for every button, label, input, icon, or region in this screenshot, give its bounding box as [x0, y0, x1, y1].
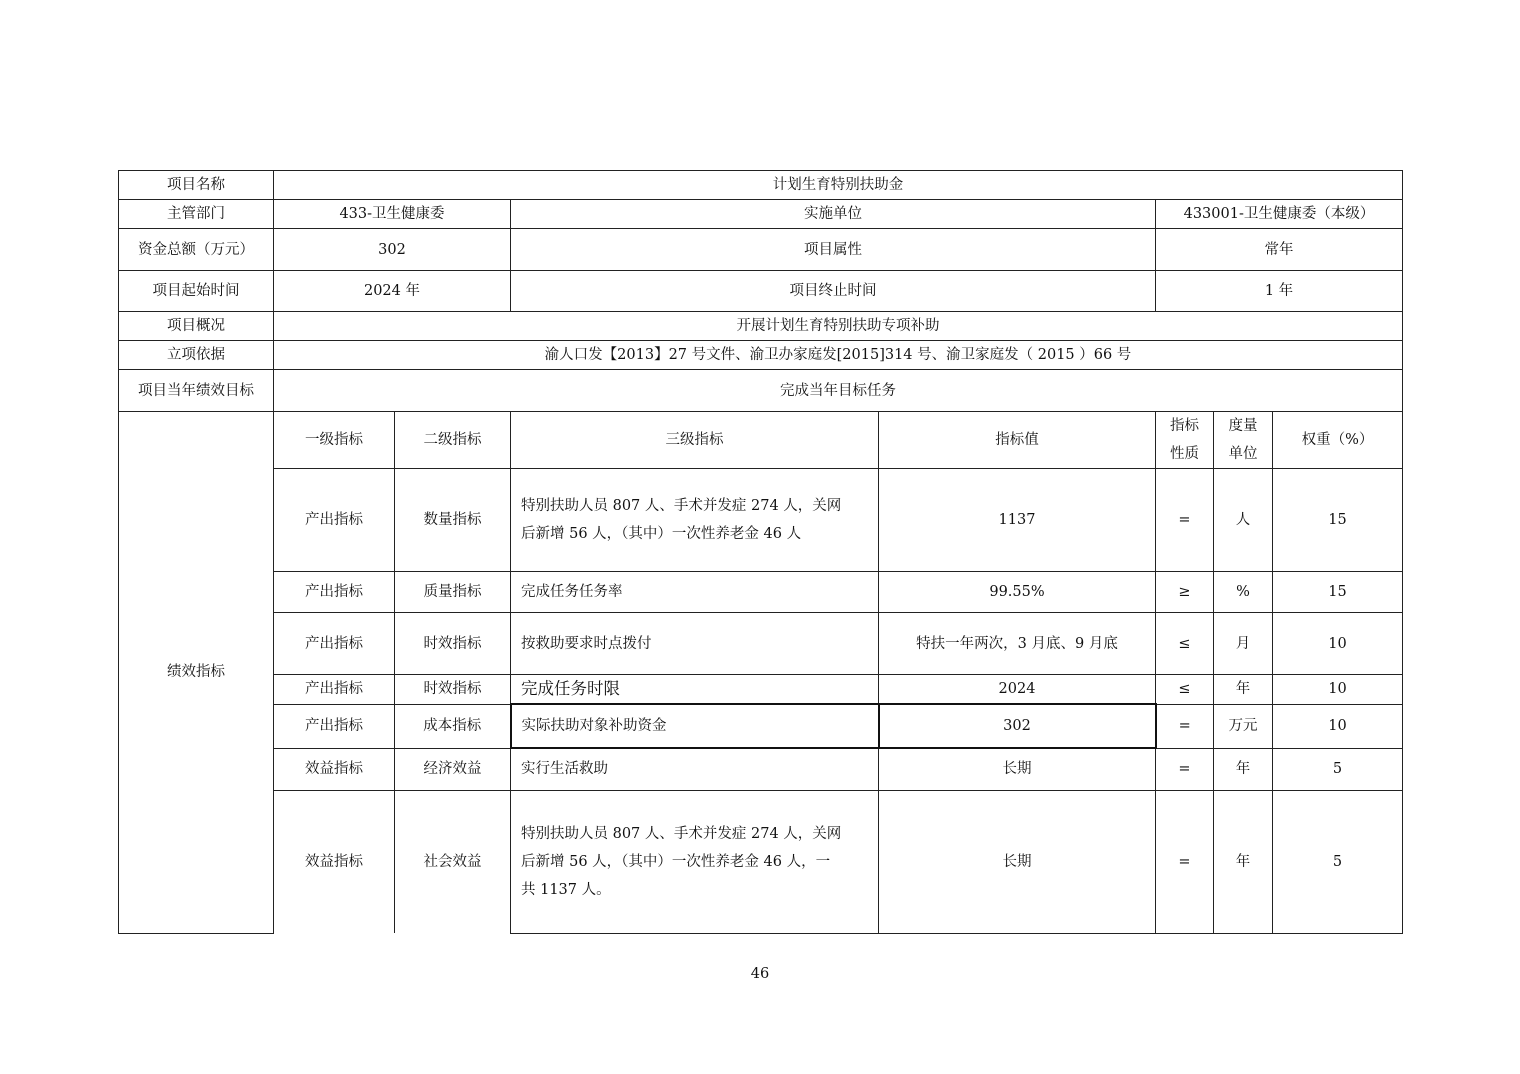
nature-cell: ≥ — [1156, 572, 1214, 613]
row-fund — [119, 229, 1403, 271]
level2-cell: 经济效益 — [395, 748, 511, 790]
project-attribute-label: 项目属性 — [511, 229, 1156, 271]
start-time-value: 2024 年 — [274, 271, 511, 312]
fund-total-label: 资金总额（万元） — [119, 229, 274, 271]
implementing-unit-label: 实施单位 — [511, 200, 1156, 229]
unit-cell: 年 — [1214, 675, 1273, 705]
fund-total-value: 302 — [274, 229, 511, 271]
unit-cell: 人 — [1214, 469, 1273, 572]
level3-line: 后新增 56 人，（其中）一次性养老金 46 人 — [521, 526, 802, 542]
basis-label: 立项依据 — [119, 341, 274, 370]
annual-goal-value: 完成当年目标任务 — [274, 370, 1403, 412]
header-nature-line2: 性质 — [1170, 446, 1199, 462]
table-row — [119, 704, 1403, 748]
level2-cell: 时效指标 — [395, 613, 511, 675]
level2-cell: 社会效益 — [395, 790, 511, 933]
level2-cell: 时效指标 — [395, 675, 511, 705]
level1-cell: 效益指标 — [274, 790, 395, 933]
project-attribute-value: 常年 — [1156, 229, 1403, 271]
overview-label: 项目概况 — [119, 312, 274, 341]
unit-cell: % — [1214, 572, 1273, 613]
level3-line: 特别扶助人员 807 人、手术并发症 274 人，关网 — [521, 825, 842, 842]
indicator-value-cell: 特扶一年两次，3 月底、9 月底 — [879, 613, 1156, 675]
level1-cell: 产出指标 — [274, 613, 395, 675]
table-row — [119, 572, 1403, 613]
performance-indicators-label: 绩效指标 — [119, 412, 274, 934]
level1-cell: 效益指标 — [274, 748, 395, 790]
weight-cell: 10 — [1273, 704, 1403, 748]
page-number: 46 — [750, 966, 770, 982]
table-row — [119, 469, 1403, 572]
indicator-value-cell: 2024 — [879, 675, 1156, 705]
header-unit-line2: 单位 — [1228, 446, 1258, 462]
row-goal — [119, 370, 1403, 412]
level3-cell: 完成任务时限 — [511, 675, 879, 705]
header-level1: 一级指标 — [274, 412, 395, 469]
level3-cell — [511, 469, 879, 572]
project-name-value: 计划生育特别扶助金 — [274, 171, 1403, 200]
header-indicator-value: 指标值 — [879, 412, 1156, 469]
indicator-value-cell: 99.55% — [879, 572, 1156, 613]
indicator-value-cell: 长期 — [879, 748, 1156, 790]
annual-goal-label: 项目当年绩效目标 — [119, 370, 274, 412]
end-time-value: 1 年 — [1156, 271, 1403, 312]
table-row — [119, 790, 1403, 933]
level1-cell: 产出指标 — [274, 572, 395, 613]
nature-cell: = — [1156, 790, 1214, 933]
end-time-label: 项目终止时间 — [511, 271, 1156, 312]
table-row — [119, 748, 1403, 790]
basis-value: 渝人口发【2013】27 号文件、渝卫办家庭发[2015]314 号、渝卫家庭发（ 2015 ）66 号 — [274, 341, 1403, 370]
level2-cell: 数量指标 — [395, 469, 511, 572]
indicator-header-row — [119, 412, 1403, 469]
nature-cell: ≤ — [1156, 613, 1214, 675]
header-unit-line1: 度量 — [1228, 418, 1258, 434]
nature-cell: = — [1156, 704, 1214, 748]
level3-line: 共 1137 人。 — [521, 881, 611, 898]
department-label: 主管部门 — [119, 200, 274, 229]
implementing-unit-value: 433001-卫生健康委（本级） — [1156, 200, 1403, 229]
level1-cell: 产出指标 — [274, 704, 395, 748]
project-name-label: 项目名称 — [119, 171, 274, 200]
header-weight: 权重（%） — [1273, 412, 1403, 469]
row-overview — [119, 312, 1403, 341]
row-basis — [119, 341, 1403, 370]
row-department — [119, 200, 1403, 229]
weight-cell: 15 — [1273, 572, 1403, 613]
weight-cell: 15 — [1273, 469, 1403, 572]
level3-line: 特别扶助人员 807 人、手术并发症 274 人，关网 — [521, 498, 842, 514]
weight-cell: 5 — [1273, 748, 1403, 790]
unit-cell: 月 — [1214, 613, 1273, 675]
level3-cell: 按救助要求时点拨付 — [511, 613, 879, 675]
level3-line: 后新增 56 人，（其中）一次性养老金 46 人，一 — [521, 853, 831, 870]
table-row — [119, 613, 1403, 675]
overview-value: 开展计划生育特别扶助专项补助 — [274, 312, 1403, 341]
weight-cell: 10 — [1273, 613, 1403, 675]
indicator-value-cell: 1137 — [879, 469, 1156, 572]
performance-table — [118, 170, 1403, 934]
department-value: 433-卫生健康委 — [274, 200, 511, 229]
header-unit — [1214, 412, 1273, 469]
indicator-value-cell: 302 — [879, 704, 1156, 748]
row-time — [119, 271, 1403, 312]
nature-cell: = — [1156, 748, 1214, 790]
table-row — [119, 675, 1403, 705]
start-time-label: 项目起始时间 — [119, 271, 274, 312]
header-level2: 二级指标 — [395, 412, 511, 469]
unit-cell: 年 — [1214, 790, 1273, 933]
weight-cell: 10 — [1273, 675, 1403, 705]
unit-cell: 年 — [1214, 748, 1273, 790]
level2-cell: 质量指标 — [395, 572, 511, 613]
level2-cell: 成本指标 — [395, 704, 511, 748]
level3-cell — [511, 790, 879, 933]
nature-cell: = — [1156, 469, 1214, 572]
row-project-name — [119, 171, 1403, 200]
nature-cell: ≤ — [1156, 675, 1214, 705]
unit-cell: 万元 — [1214, 704, 1273, 748]
level1-cell: 产出指标 — [274, 675, 395, 705]
level3-cell: 实际扶助对象补助资金 — [511, 704, 879, 748]
weight-cell: 5 — [1273, 790, 1403, 933]
level3-cell: 实行生活救助 — [511, 748, 879, 790]
header-level3: 三级指标 — [511, 412, 879, 469]
level1-cell: 产出指标 — [274, 469, 395, 572]
header-nature-line1: 指标 — [1170, 418, 1199, 434]
indicator-value-cell: 长期 — [879, 790, 1156, 933]
header-nature — [1156, 412, 1214, 469]
level3-cell: 完成任务任务率 — [511, 572, 879, 613]
